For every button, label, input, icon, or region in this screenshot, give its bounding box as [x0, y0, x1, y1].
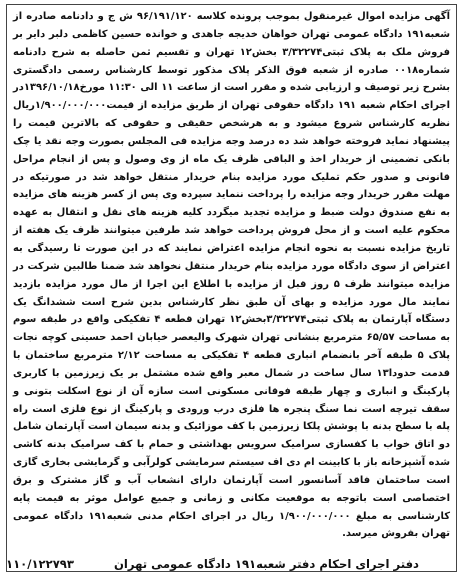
- notice-body-text: آگهی مزایده اموال غیرمنقول بموجب پرونده کلاسه ۹۶/۱۹۱/۱۲۰ ش ج و دادنامه صادره از شعبه۱۹۱ دادگاه عمومی تهران خواهان خدیجه جاهدی و خوانده حسین کاظمی دلبر دایر بر فروش ملک به پلاک ثبتی۳/۳۲۲۷۴ بخش۱۲ تهران و تقسیم ثمن حاصله به شرح دادنامه شماره۰۰۱۸ صادره از شعبه فوق الذکر پلاک مذکور توسط کارشناس رسمی دادگستری بشرح زیر توصیف و ارزیابی شده و مقرر است از ساعت ۱۱ الی ۱۱:۳۰ مورخ۱۳۹۶/۱۰/۱۸در اجرای احکام شعبه ۱۹۱ دادگاه حقوقی تهران از طریق مزایده از قیمت۱/۹۰۰/۰۰۰/۰۰۰ریال نظریه کارشناس شروع میشود و به هرشخص حقیقی و حقوقی که بالاترین قیمت را پیشنهاد نماید فروخته خواهد شد ده درصد وجه مزایده فی المجلس بصورت وجه نقد یا چک بانکی تضمینی از خریدار اخذ و الباقی ظرف یک ماه از وی وصول و پس از انجام مراحل قانونی و صدور حکم تملیک مورد مزایده بنام خریدار منتقل خواهد شد در صورتیکه در مهلت مقرر خریدار وجه مزایده را پرداخت ننماید سپرده وی پس از کسر هزینه های مزایده به نفع صندوق دولت ضبط و مزایده تجدید میگردد کلیه هزینه های نقل و انتقال به عهده محکوم علیه است و از محل فروش پرداخت خواهد شد طرفین میتوانند ظرف یک هفته از تاریخ مزایده نسبت به نحوه انجام مزایده اعتراض نمایند که در این صورت تا رسیدگی به اعتراض از سوی دادگاه مورد مزایده بنام خریدار منتقل نخواهد شد ضمنا طالبین شرکت در مزایده میتوانند ظرف ۵ روز قبل از مزایده با اطلاع این اجرا از مال مورد مزایده بازدید نمایند مال مورد مزایده و بهای آن طبق نظر کارشناس بدین شرح است ششدانگ یک دستگاه آپارتمان به پلاک ثبتی۳/۳۲۲۷۴بخش۱۲ تهران قطعه ۴ تفکیکی واقع در طبقه سوم به مساحت ۶۵/۵۷ مترمربع بنشانی تهران شهرک والیعصر خیابان احمد حسینی کوچه نجات پلاک ۵ طبقه آخر بانضمام انباری قطعه ۴ تفکیکی به مساحت ۲/۱۲ مترمربع ساختمان با قدمت حدودا۱۳ سال ساخت در شمال معبر واقع شده مشتمل بر یک زیرزمین با کاربری پارکینگ و انباری و چهار طبقه فوقانی مسکونی است سازه آن از نوع اسکلت بتونی و سقف تیرچه است نما سنگ پنجره ها فلزی درب ورودی و پارکینگ از نوع فلزی است راه پله با سطح بدنه با پوشش پلکا زیرزمین با کف موزائیک و بدنه سیمان است آپارتمان شامل دو اتاق خواب با کفسازی سرامیک سرویس بهداشتی و حمام با کف سرامیک بدنه کاشی شده آشپزخانه باز با کابینت ام دی اف سیستم سرمایشی کولرآبی و گرمایشی بخاری گازی است ساختمان فاقد آسانسور است آپارتمان دارای انشعاب آب و گاز مشترک و برق اختصاصی است باتوجه به موقعیت مکانی و زمانی و جمیع عوامل موثر به قیمت پایه کارشناسی به مبلغ ۱/۹۰۰/۰۰۰/۰۰۰ ریال در اجرای احکام مدنی شعبه۱۹۱ دادگاه عمومی تهران بفروش میرسد.: [13, 11, 451, 540]
- issuer-signature: دفتر اجرای احکام دفتر شعبه۱۹۱ دادگاه عمومی تهران: [113, 557, 419, 571]
- auction-notice: [6, 4, 457, 572]
- notice-footer: [6, 554, 457, 574]
- notice-code: ۱۱۰/۱۲۲۷۹۳: [6, 557, 74, 571]
